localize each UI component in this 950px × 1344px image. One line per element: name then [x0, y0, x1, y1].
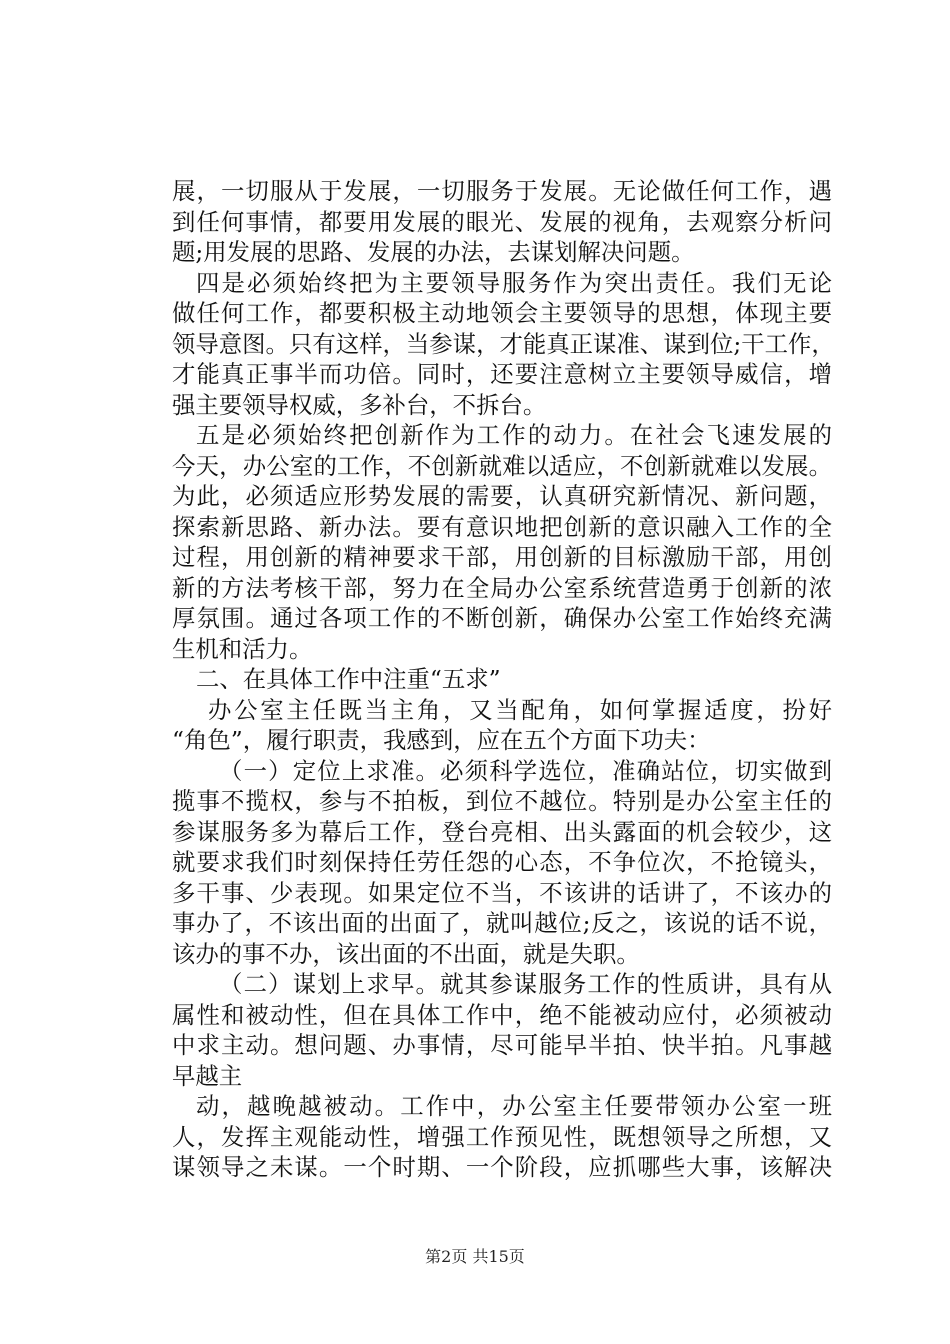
- text-line: 到任何事情，都要用发展的眼光、发展的视角，去观察分析问: [172, 207, 832, 236]
- text-line: 展，一切服从于发展，一切服务于发展。无论做任何工作，遇: [172, 177, 832, 205]
- text-line: 事办了，不该出面的出面了，就叫越位;反之，该说的话不说，: [172, 909, 832, 937]
- page-number: 第2页 共15页: [425, 1247, 525, 1266]
- section-heading: 二、在具体工作中注重“五求”: [196, 665, 501, 693]
- text-line: 办公室主任既当主角，又当配角，如何掌握适度，扮好: [208, 695, 832, 724]
- text-line: 厚氛围。通过各项工作的不断创新，确保办公室工作始终充满: [172, 604, 832, 632]
- text-line: 才能真正事半而功倍。同时，还要注意树立主要领导威信，增: [172, 360, 832, 388]
- text-line: 就要求我们时刻保持任劳任怨的心态，不争位次，不抢镜头，: [172, 848, 832, 876]
- text-line: 该办的事不办，该出面的不出面，就是失职。: [172, 939, 640, 968]
- text-line: 过程，用创新的精神要求干部，用创新的目标激励干部，用创: [172, 543, 832, 571]
- text-line: 强主要领导权威，多补台，不拆台。: [172, 390, 547, 419]
- text-line: “角色”，履行职责，我感到，应在五个方面下功夫：: [172, 726, 711, 754]
- text-line: 新的方法考核干部，努力在全局办公室系统营造勇于创新的浓: [172, 573, 832, 602]
- text-line: 参谋服务多为幕后工作，登台亮相、出头露面的机会较少，这: [172, 817, 832, 846]
- text-line: 五是必须始终把创新作为工作的动力。在社会飞速发展的: [196, 421, 832, 449]
- text-line: 四是必须始终把为主要领导服务作为突出责任。我们无论: [196, 268, 832, 297]
- text-line: 做任何工作，都要积极主动地领会主要领导的思想，体现主要: [172, 299, 832, 327]
- text-line: 题;用发展的思路、发展的办法，去谋划解决问题。: [172, 238, 695, 266]
- text-line: 揽事不揽权，参与不拍板，到位不越位。特别是办公室主任的: [172, 787, 832, 815]
- body-text: [172, 176, 835, 1183]
- text-line: 早越主: [172, 1061, 243, 1090]
- text-line: 人，发挥主观能动性，增强工作预见性，既想领导之所想，又: [172, 1122, 832, 1151]
- text-line: 生机和活力。: [172, 634, 313, 663]
- text-line: 动，越晚越被动。工作中，办公室主任要带领办公室一班: [196, 1092, 832, 1120]
- text-line: 属性和被动性，但在具体工作中，绝不能被动应付，必须被动: [172, 1000, 832, 1029]
- text-line: 中求主动。想问题、办事情，尽可能早半拍、快半拍。凡事越: [172, 1031, 832, 1059]
- text-line: 探索新思路、新办法。要有意识地把创新的意识融入工作的全: [172, 512, 832, 541]
- text-line: （二）谋划上求早。就其参谋服务工作的性质讲，具有从: [219, 970, 832, 998]
- text-line: 领导意图。只有这样，当参谋，才能真正谋准、谋到位;干工作，: [172, 329, 835, 358]
- text-line: 谋领导之未谋。一个时期、一个阶段，应抓哪些大事，该解决: [172, 1153, 832, 1181]
- text-line: 为此，必须适应形势发展的需要，认真研究新情况、新问题，: [172, 482, 832, 510]
- text-line: （一）定位上求准。必须科学选位，准确站位，切实做到: [219, 756, 832, 785]
- text-line: 今天，办公室的工作，不创新就难以适应，不创新就难以发展。: [172, 451, 832, 480]
- text-line: 多干事、少表现。如果定位不当，不该讲的话讲了，不该办的: [172, 878, 832, 907]
